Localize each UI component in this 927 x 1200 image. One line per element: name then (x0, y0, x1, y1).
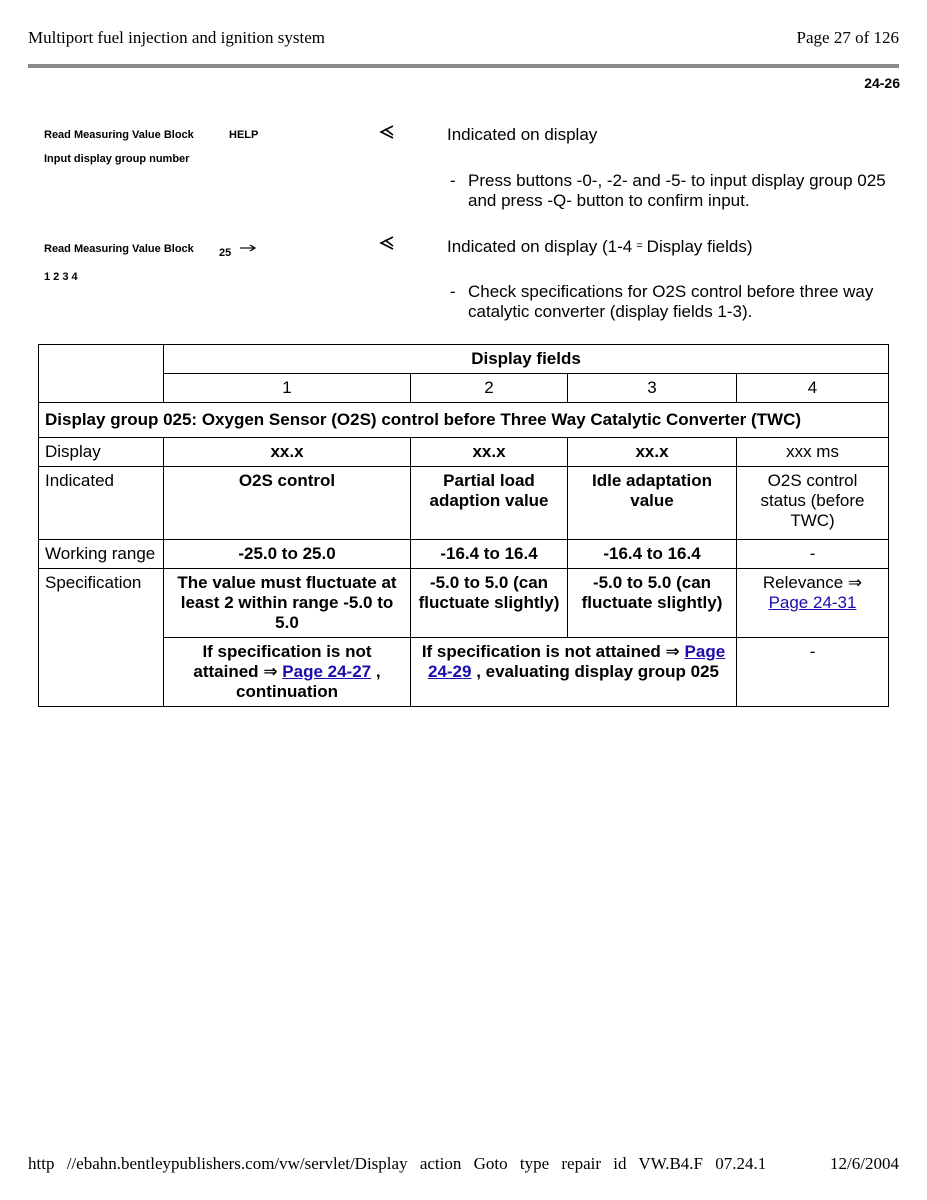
table-row (39, 569, 889, 638)
column-header: 3 (568, 374, 737, 403)
not-attained-evaluating: , evaluating display group 025 (476, 662, 719, 681)
row-label: Working range (39, 540, 164, 569)
display2-value: 25 (219, 247, 232, 259)
arrow-right-icon: ⇒ (847, 573, 863, 592)
step2-bullet (450, 282, 895, 322)
corner-cell (39, 345, 164, 403)
not-attained-cell (164, 638, 411, 707)
arrow-right-icon: ⇒ (263, 662, 278, 681)
not-attained-text: If specification is not attained (193, 642, 372, 681)
right-arrow-icon (239, 243, 257, 253)
bullet-dash: - (450, 171, 456, 190)
not-attained-cell (411, 638, 737, 707)
table-cell: xx.x (164, 438, 411, 467)
page-24-27-link[interactable]: Page 24-27 (282, 662, 372, 681)
display-fields-header: Display fields (164, 345, 889, 374)
indicator-pointer-icon (379, 125, 395, 139)
row-label: Display (39, 438, 164, 467)
not-attained-text: If specification is not attained (421, 642, 661, 661)
table-cell: xxx ms (737, 438, 889, 467)
table-cell: Idle adaptation value (568, 467, 737, 540)
table-cell: - (737, 540, 889, 569)
table-row (39, 374, 889, 403)
table-row (39, 638, 889, 707)
column-header: 2 (411, 374, 568, 403)
footer-date: 12/6/2004 (830, 1154, 899, 1173)
not-attained-continuation: , continuation (236, 662, 381, 701)
step2-part2: Display fields) (646, 237, 753, 256)
page-24-29-link[interactable]: Page 24-29 (427, 642, 726, 681)
bullet-dash: - (450, 282, 456, 301)
row-label: Indicated (39, 467, 164, 540)
relevance-cell (737, 569, 889, 638)
header-divider (28, 64, 899, 68)
display-group-title: Display group 025: Oxygen Sensor (O2S) control before Three Way Catalytic Converter (TWC) (39, 403, 889, 438)
display2-line1-label: Read Measuring Value Block (44, 243, 194, 255)
table-row (39, 403, 889, 438)
section-page-number: 24-26 (864, 75, 900, 91)
step2-text (447, 236, 752, 257)
step1-subtext: Press buttons -0-, -2- and -5- to input display group 025 and press -Q- button to confirm input. (468, 171, 886, 210)
display2-line2: 1 2 3 4 (44, 271, 78, 283)
specification-table (38, 344, 889, 707)
table-cell: -16.4 to 16.4 (411, 540, 568, 569)
display1-line1-label: Read Measuring Value Block (44, 129, 194, 141)
footer-url: http //ebahn.bentleypublishers.com/vw/servlet/Display action Goto type repair id VW.B4.F 07.24.1 (28, 1154, 767, 1173)
display1-line2: Input display group number (44, 153, 190, 165)
step1-bullet (450, 171, 895, 211)
table-row (39, 438, 889, 467)
relevance-text: Relevance (762, 573, 844, 592)
indicator-pointer-icon (379, 236, 395, 250)
document-title: Multiport fuel injection and ignition system (28, 28, 325, 47)
display1-help: HELP (229, 129, 259, 141)
table-cell: -16.4 to 16.4 (568, 540, 737, 569)
step2-subtext: Check specifications for O2S control before three way catalytic converter (display fields 1-3). (468, 282, 874, 321)
table-cell: -25.0 to 25.0 (164, 540, 411, 569)
page-24-31-link[interactable]: Page 24-31 (768, 593, 857, 612)
table-cell: O2S control status (before TWC) (737, 467, 889, 540)
arrow-right-icon: ⇒ (665, 642, 680, 661)
column-header: 1 (164, 374, 411, 403)
table-cell: xx.x (568, 438, 737, 467)
table-cell: Partial load adaption value (411, 467, 568, 540)
page-indicator: Page 27 of 126 (796, 28, 899, 47)
table-cell: -5.0 to 5.0 (can fluctuate slightly) (411, 569, 568, 638)
table-cell: The value must fluctuate at least 2 within range -5.0 to 5.0 (164, 569, 411, 638)
step1-text: Indicated on display (447, 125, 598, 144)
table-cell: - (737, 638, 889, 707)
table-row (39, 540, 889, 569)
column-header: 4 (737, 374, 889, 403)
row-label: Specification (39, 569, 164, 707)
step2-part1: Indicated on display (1-4 (447, 237, 633, 256)
step2-equals: = (636, 240, 643, 252)
table-row (39, 467, 889, 540)
table-cell: O2S control (164, 467, 411, 540)
table-cell: -5.0 to 5.0 (can fluctuate slightly) (568, 569, 737, 638)
table-row (39, 345, 889, 374)
table-cell: xx.x (411, 438, 568, 467)
